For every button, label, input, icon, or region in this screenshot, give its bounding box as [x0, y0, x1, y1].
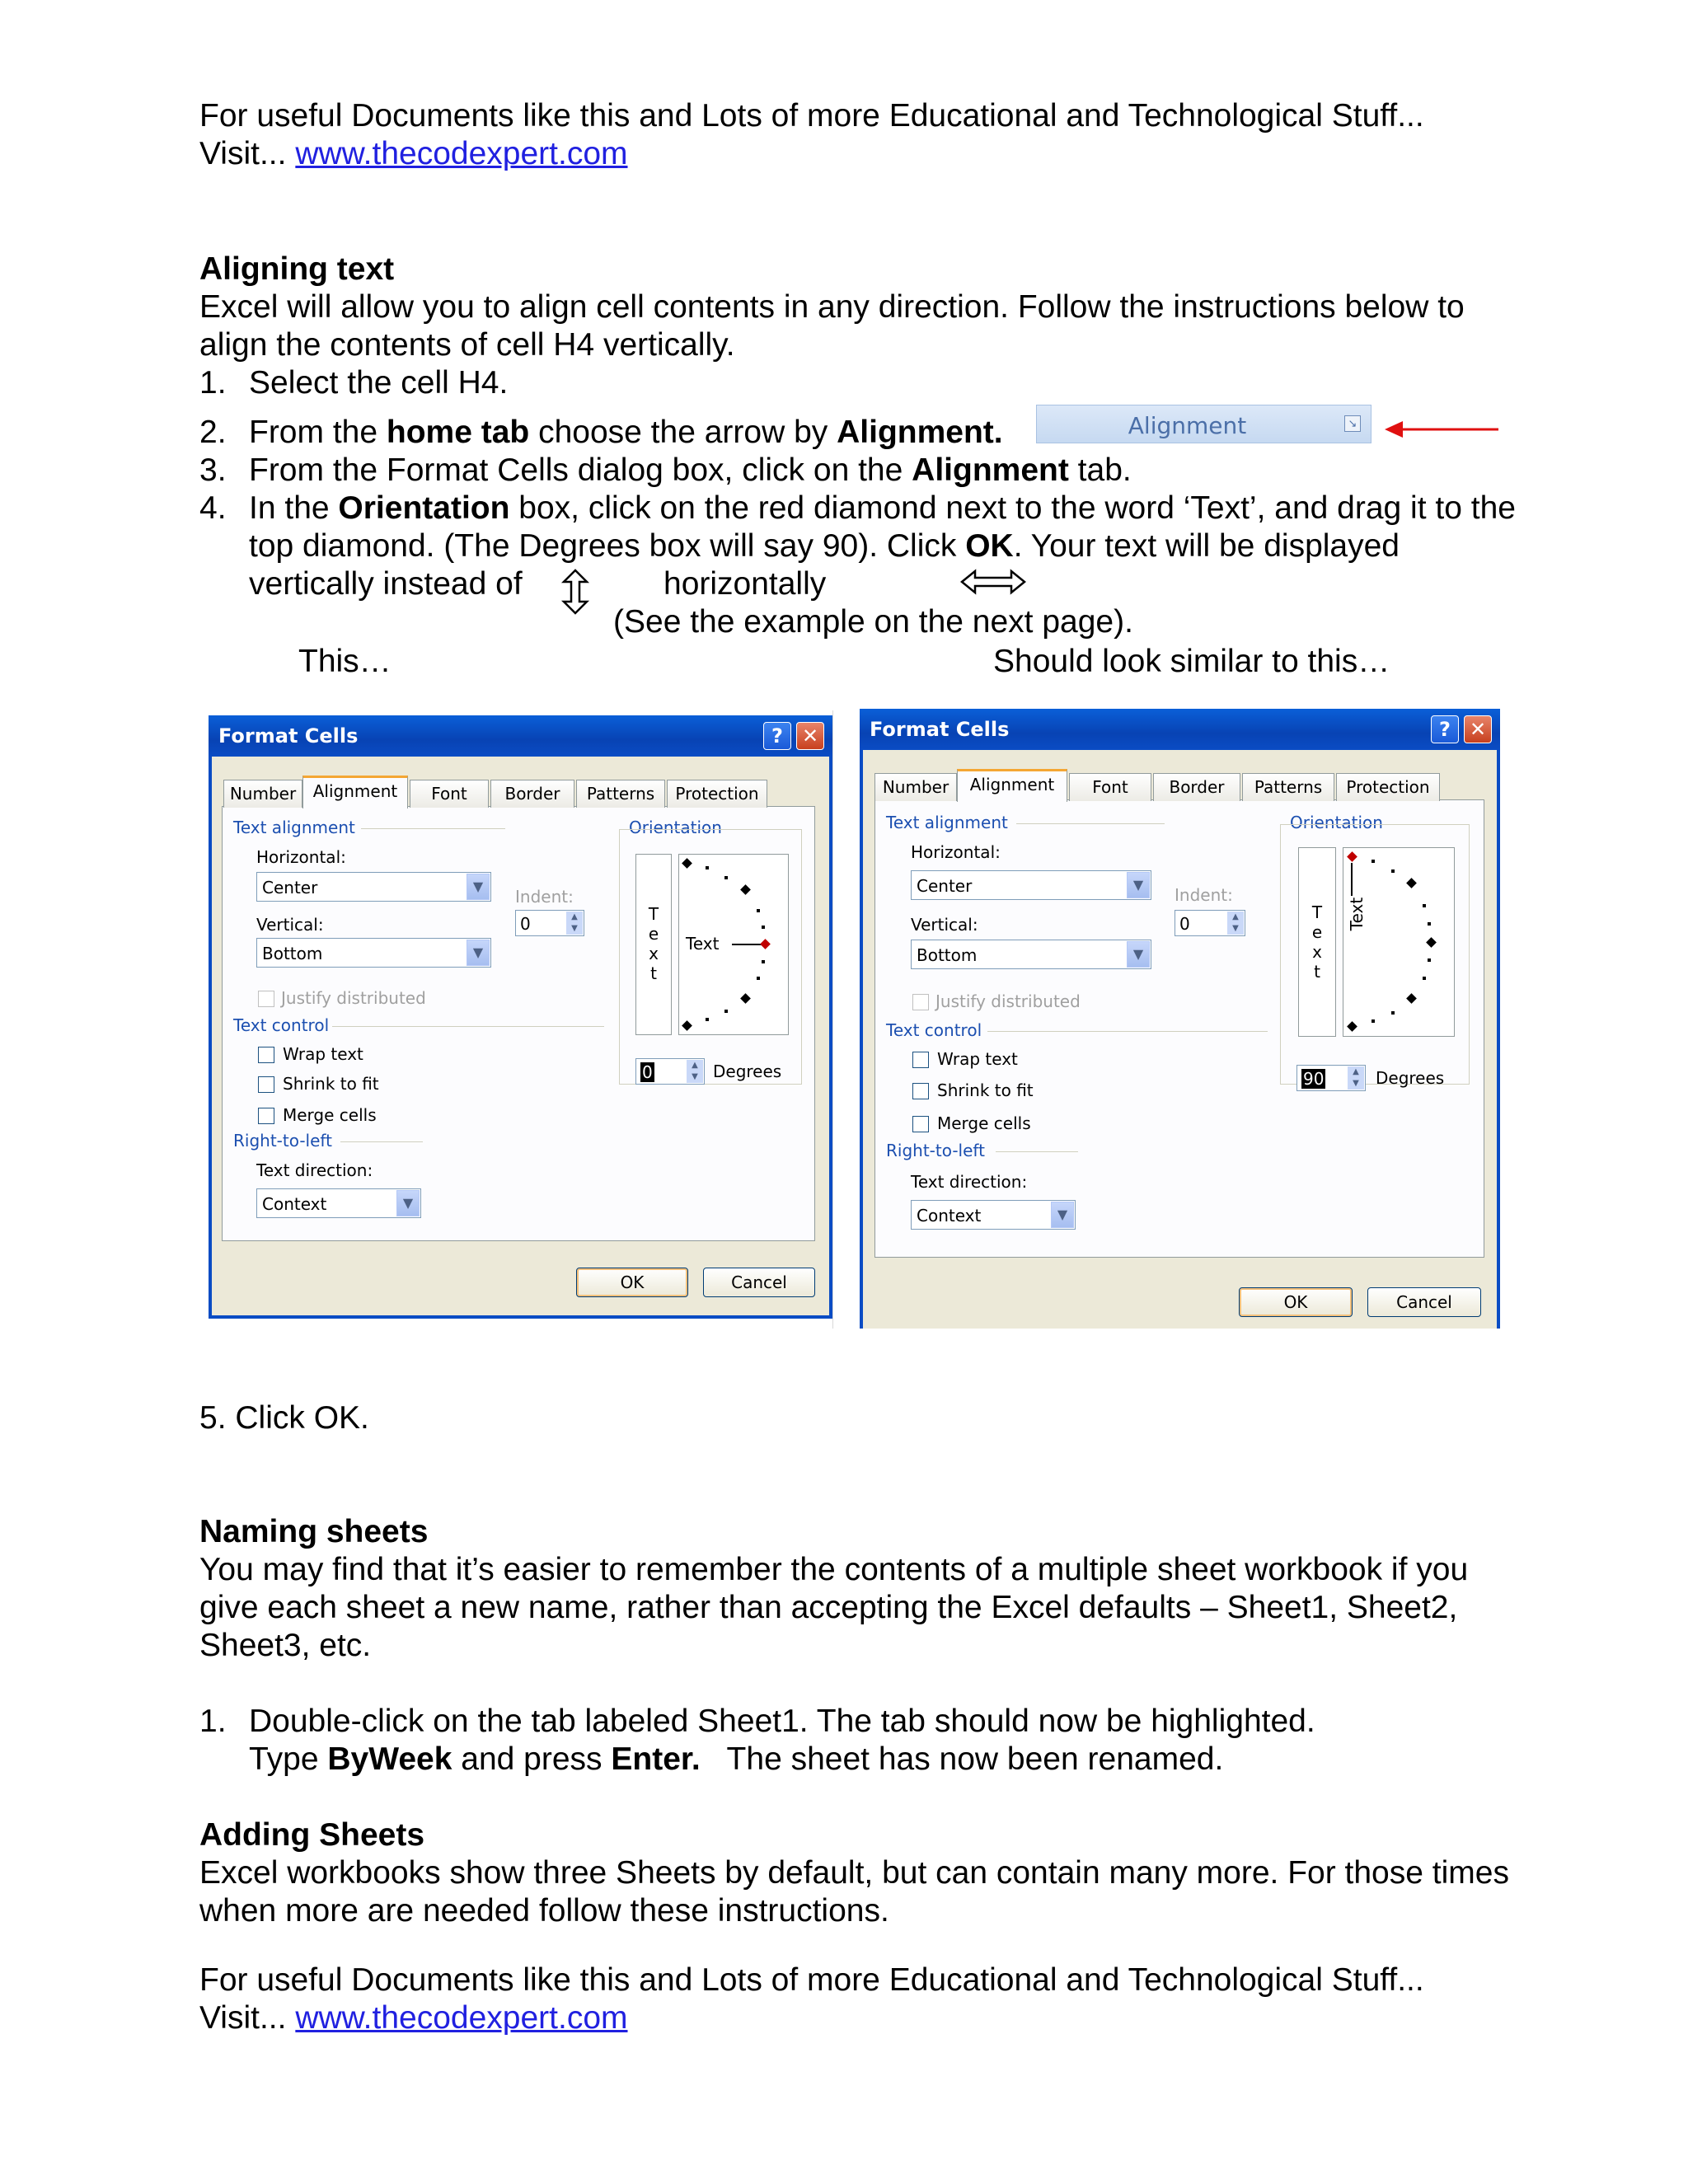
step4-line2: [249, 527, 1400, 565]
red-diamond-icon[interactable]: [760, 939, 771, 949]
cancel-button[interactable]: Cancel: [703, 1268, 815, 1297]
tab-patterns[interactable]: Patterns: [576, 780, 665, 808]
degrees-label: Degrees: [1376, 1068, 1445, 1088]
orientation-group-label: Orientation: [1290, 813, 1383, 832]
dial-dot: [706, 866, 709, 869]
step2-d: Alignment.: [837, 415, 1003, 450]
header-visit-prefix: Visit...: [199, 136, 287, 171]
format-cells-dialog-before: [209, 715, 832, 1319]
tab-alignment[interactable]: Alignment: [302, 776, 408, 808]
step3-num: 3.: [199, 452, 227, 488]
dial-dot: [757, 977, 760, 980]
vertical-label: Vertical:: [256, 915, 324, 935]
dial-dot: [1428, 922, 1431, 926]
step4-line4: (See the example on the next page).: [613, 604, 1133, 640]
horizontal-label: Horizontal:: [911, 842, 1001, 862]
footer-visit-prefix: Visit...: [199, 2000, 287, 2036]
tab-border[interactable]: Border: [1153, 773, 1240, 801]
vertical-select[interactable]: [911, 940, 1151, 969]
naming-step1-line2: [249, 1741, 1223, 1779]
spinner-arrows-icon[interactable]: ▲ ▼: [566, 912, 583, 935]
vertical-arrow-icon: [560, 569, 590, 615]
frame-bottom: [209, 1315, 832, 1319]
degrees-spinner[interactable]: [635, 1058, 705, 1085]
vertical-text: [636, 904, 671, 983]
dial-dot: [762, 926, 765, 929]
dial-dot: [1391, 869, 1395, 873]
text-direction-select[interactable]: [911, 1200, 1076, 1230]
ribbon-alignment-group[interactable]: [1036, 405, 1372, 443]
footer-visit: [199, 1999, 628, 2037]
chevron-down-icon[interactable]: ▼: [1051, 1202, 1074, 1228]
justify-distributed-checkbox[interactable]: [912, 994, 929, 1010]
degrees-label: Degrees: [713, 1062, 782, 1081]
step2-b: home tab: [386, 415, 530, 450]
red-diamond-icon[interactable]: [1347, 851, 1357, 862]
tab-alignment[interactable]: Alignment: [957, 769, 1067, 802]
text-direction-value: Context: [262, 1194, 327, 1214]
text-alignment-group-label: Text alignment: [233, 818, 355, 837]
header-link[interactable]: www.thecodexpert.com: [295, 136, 628, 171]
spinner-arrows-icon[interactable]: ▲ ▼: [1348, 1066, 1364, 1090]
frame-left: [209, 757, 212, 1319]
vertical-value: Bottom: [917, 945, 978, 965]
red-arrow-icon: [1385, 418, 1500, 441]
orientation-group-label: Orientation: [629, 818, 722, 837]
vertical-text-box[interactable]: [635, 854, 672, 1035]
shrink-to-fit-label: Shrink to fit: [937, 1080, 1034, 1100]
footer-link[interactable]: www.thecodexpert.com: [295, 2000, 628, 2036]
horizontal-select[interactable]: [256, 872, 491, 902]
spinner-arrows-icon[interactable]: ▲ ▼: [1227, 912, 1244, 935]
merge-cells-checkbox[interactable]: [258, 1108, 274, 1124]
shrink-to-fit-label: Shrink to fit: [283, 1074, 379, 1094]
vertical-letter: T: [648, 904, 659, 924]
adding-heading: Adding Sheets: [199, 1817, 425, 1853]
step2-c: choose the arrow by: [529, 415, 837, 450]
chevron-down-icon[interactable]: ▼: [396, 1190, 420, 1216]
indent-spinner[interactable]: [515, 910, 584, 936]
dial-dot: [1423, 977, 1426, 980]
vertical-letter: e: [648, 924, 659, 944]
step2-a: From the: [249, 415, 387, 450]
step1-num: 1.: [199, 365, 227, 401]
justify-distributed-label: Justify distributed: [281, 988, 426, 1008]
frame-right: [1497, 750, 1500, 1329]
dialog-launcher-icon[interactable]: ↘: [1344, 415, 1361, 432]
orientation-dial[interactable]: [1343, 847, 1455, 1037]
ribbon-alignment-label: Alignment: [1128, 412, 1247, 439]
justify-distributed-checkbox[interactable]: [258, 991, 274, 1007]
horizontal-value: Center: [262, 878, 318, 898]
naming-p2: give each sheet a new name, rather than accepting the Excel defaults – Sheet1, Sheet2,: [199, 1590, 1458, 1625]
text-alignment-group-label: Text alignment: [886, 813, 1008, 832]
step4-line2-a: top diamond. (The Degrees box will say 90). Click: [249, 528, 966, 564]
tab-number[interactable]: Number: [874, 773, 957, 801]
step3-c: tab.: [1068, 452, 1132, 488]
shrink-to-fit-checkbox[interactable]: [258, 1076, 274, 1093]
dial-pointer: [1351, 863, 1353, 896]
similar-label: Should look similar to this…: [993, 644, 1390, 679]
merge-cells-checkbox[interactable]: [912, 1116, 929, 1132]
separator: [340, 1141, 423, 1142]
chevron-down-icon[interactable]: ▼: [1127, 872, 1150, 898]
indent-value: 0: [1179, 914, 1190, 934]
naming-p1: You may find that it’s easier to remember the contents of a multiple sheet workbook if you: [199, 1552, 1469, 1587]
naming-line2-e: The sheet has now been renamed.: [700, 1741, 1224, 1777]
horizontal-label: Horizontal:: [256, 847, 346, 867]
merge-cells-label: Merge cells: [283, 1105, 377, 1125]
frame-right: [829, 757, 832, 1319]
ok-button[interactable]: OK: [1239, 1287, 1353, 1317]
step4-line2-c: . Your text will be displayed: [1013, 528, 1400, 564]
dial-dot: [1428, 958, 1431, 962]
separator: [987, 1031, 1268, 1032]
horizontal-value: Center: [917, 876, 973, 896]
dial-diamond[interactable]: [1426, 937, 1437, 948]
text-control-group-label: Text control: [233, 1015, 330, 1035]
tab-patterns[interactable]: Patterns: [1242, 773, 1334, 801]
naming-step1: Double-click on the tab labeled Sheet1. The tab should now be highlighted.: [249, 1704, 1315, 1739]
step4-line3-a: vertically instead of: [249, 566, 523, 602]
justify-distributed-label: Justify distributed: [935, 991, 1081, 1011]
spreadsheet-strip: [832, 710, 858, 1329]
dialog-title: Format Cells: [870, 718, 1010, 741]
dial-dot: [706, 1018, 709, 1021]
adding-p1: Excel workbooks show three Sheets by default, but can contain many more. For those times: [199, 1855, 1509, 1891]
dial-diamond[interactable]: [1347, 1021, 1357, 1032]
wrap-text-label: Wrap text: [937, 1049, 1018, 1069]
vertical-letter: t: [1314, 962, 1320, 982]
dial-dot: [1423, 904, 1426, 907]
dial-diamond[interactable]: [740, 884, 751, 895]
degrees-spinner[interactable]: [1296, 1065, 1366, 1091]
step4-c: box, click on the red diamond next to the word ‘Text’, and drag it to the: [509, 490, 1516, 526]
step2-text: [249, 414, 1003, 452]
vertical-letter: t: [650, 963, 657, 983]
naming-line2-a: Type: [249, 1741, 328, 1777]
dial-diamond[interactable]: [682, 1020, 692, 1031]
step3-a: From the Format Cells dialog box, click on the: [249, 452, 912, 488]
vertical-select[interactable]: [256, 938, 491, 968]
help-icon[interactable]: ?: [1431, 715, 1459, 743]
right-to-left-group-label: Right-to-left: [233, 1131, 332, 1151]
tab-border[interactable]: Border: [490, 780, 574, 808]
dial-diamond[interactable]: [682, 858, 692, 869]
dial-pointer: [732, 944, 762, 945]
close-icon[interactable]: ✕: [796, 722, 824, 750]
naming-heading: Naming sheets: [199, 1514, 429, 1549]
vertical-text: [1299, 902, 1335, 982]
naming-line2-b: ByWeek: [327, 1741, 452, 1777]
close-icon[interactable]: ✕: [1464, 715, 1492, 743]
separator: [332, 1026, 604, 1027]
separator: [361, 828, 505, 829]
step4-line2-b: OK: [965, 528, 1014, 564]
text-control-group-label: Text control: [886, 1020, 982, 1040]
dial-dot: [757, 909, 760, 912]
chevron-down-icon[interactable]: ▼: [1127, 941, 1150, 968]
spinner-arrows-icon[interactable]: ▲ ▼: [687, 1060, 703, 1083]
vertical-letter: T: [1311, 902, 1323, 922]
separator: [996, 1151, 1078, 1152]
this-label: This…: [298, 644, 392, 679]
right-to-left-group-label: Right-to-left: [886, 1141, 985, 1160]
dial-text: Text: [1347, 897, 1367, 931]
naming-step1-num: 1.: [199, 1704, 227, 1739]
step1-text: Select the cell H4.: [249, 365, 509, 401]
text-direction-label: Text direction:: [256, 1160, 373, 1180]
horizontal-arrow-icon: [960, 569, 1026, 595]
step4-b: Orientation: [338, 490, 510, 526]
merge-cells-label: Merge cells: [937, 1113, 1031, 1133]
step2-num: 2.: [199, 415, 227, 450]
indent-label: Indent:: [1175, 885, 1233, 905]
format-cells-dialog-after: [860, 709, 1500, 1329]
dial-diamond[interactable]: [1406, 993, 1417, 1004]
vertical-letter: x: [649, 944, 659, 963]
step5-text: 5. Click OK.: [199, 1400, 369, 1436]
indent-value: 0: [520, 914, 531, 934]
degrees-value: 0: [642, 1062, 653, 1082]
vertical-letter: e: [1311, 922, 1323, 942]
wrap-text-label: Wrap text: [283, 1044, 363, 1064]
dial-diamond[interactable]: [740, 993, 751, 1004]
indent-label: Indent:: [515, 887, 574, 907]
text-direction-value: Context: [917, 1206, 982, 1226]
help-icon[interactable]: ?: [763, 722, 791, 750]
tab-number[interactable]: Number: [223, 780, 302, 808]
dial-dot: [1391, 1011, 1395, 1015]
shrink-to-fit-checkbox[interactable]: [912, 1083, 929, 1099]
tab-protection[interactable]: Protection: [1336, 773, 1440, 801]
dial-dot: [1372, 860, 1375, 863]
chevron-down-icon[interactable]: ▼: [467, 940, 490, 966]
tab-font[interactable]: Font: [1069, 773, 1151, 801]
dial-diamond[interactable]: [1406, 878, 1417, 888]
vertical-label: Vertical:: [911, 915, 978, 935]
footer-promo: For useful Documents like this and Lots of more Educational and Technological Stuff...: [199, 1962, 1424, 1998]
text-direction-select[interactable]: [256, 1188, 421, 1218]
degrees-value: 90: [1303, 1069, 1325, 1089]
naming-p3: Sheet3, etc.: [199, 1628, 372, 1663]
cancel-button[interactable]: Cancel: [1367, 1287, 1481, 1317]
aligning-heading: Aligning text: [199, 251, 395, 287]
dial-text: Text: [686, 934, 720, 954]
dial-dot: [724, 1010, 728, 1013]
horizontal-select[interactable]: [911, 870, 1151, 900]
wrap-text-checkbox[interactable]: [912, 1052, 929, 1068]
text-direction-label: Text direction:: [911, 1172, 1028, 1192]
header-promo: For useful Documents like this and Lots of more Educational and Technological Stuff...: [199, 98, 1424, 134]
step3-text: [249, 452, 1132, 490]
indent-spinner[interactable]: [1175, 910, 1245, 936]
dialog-title: Format Cells: [218, 724, 359, 748]
dial-dot: [724, 876, 728, 879]
step3-b: Alignment: [912, 452, 1069, 488]
vertical-letter: x: [1312, 942, 1322, 962]
orientation-dial[interactable]: [678, 854, 789, 1035]
tab-protection[interactable]: Protection: [667, 780, 767, 808]
separator: [1016, 823, 1165, 824]
tab-font[interactable]: Font: [410, 780, 489, 808]
dial-dot: [1372, 1019, 1375, 1023]
aligning-intro-1: Excel will allow you to align cell contents in any direction. Follow the instructions below to: [199, 289, 1465, 325]
naming-line2-d: Enter.: [611, 1741, 701, 1777]
aligning-intro-2: align the contents of cell H4 vertically.: [199, 327, 735, 363]
chevron-down-icon[interactable]: ▼: [467, 874, 490, 900]
adding-p2: when more are needed follow these instructions.: [199, 1893, 889, 1929]
vertical-value: Bottom: [262, 944, 323, 963]
frame-left: [860, 750, 863, 1329]
naming-line2-c: and press: [452, 1741, 612, 1777]
step4-a: In the: [249, 490, 339, 526]
step4-line3-b: horizontally: [663, 566, 827, 602]
ok-button[interactable]: OK: [576, 1268, 688, 1297]
dial-dot: [762, 960, 765, 963]
step4-num: 4.: [199, 490, 227, 526]
header-visit: [199, 135, 628, 173]
vertical-text-box[interactable]: [1298, 847, 1336, 1037]
wrap-text-checkbox[interactable]: [258, 1047, 274, 1063]
step4-line1: [249, 490, 1516, 527]
